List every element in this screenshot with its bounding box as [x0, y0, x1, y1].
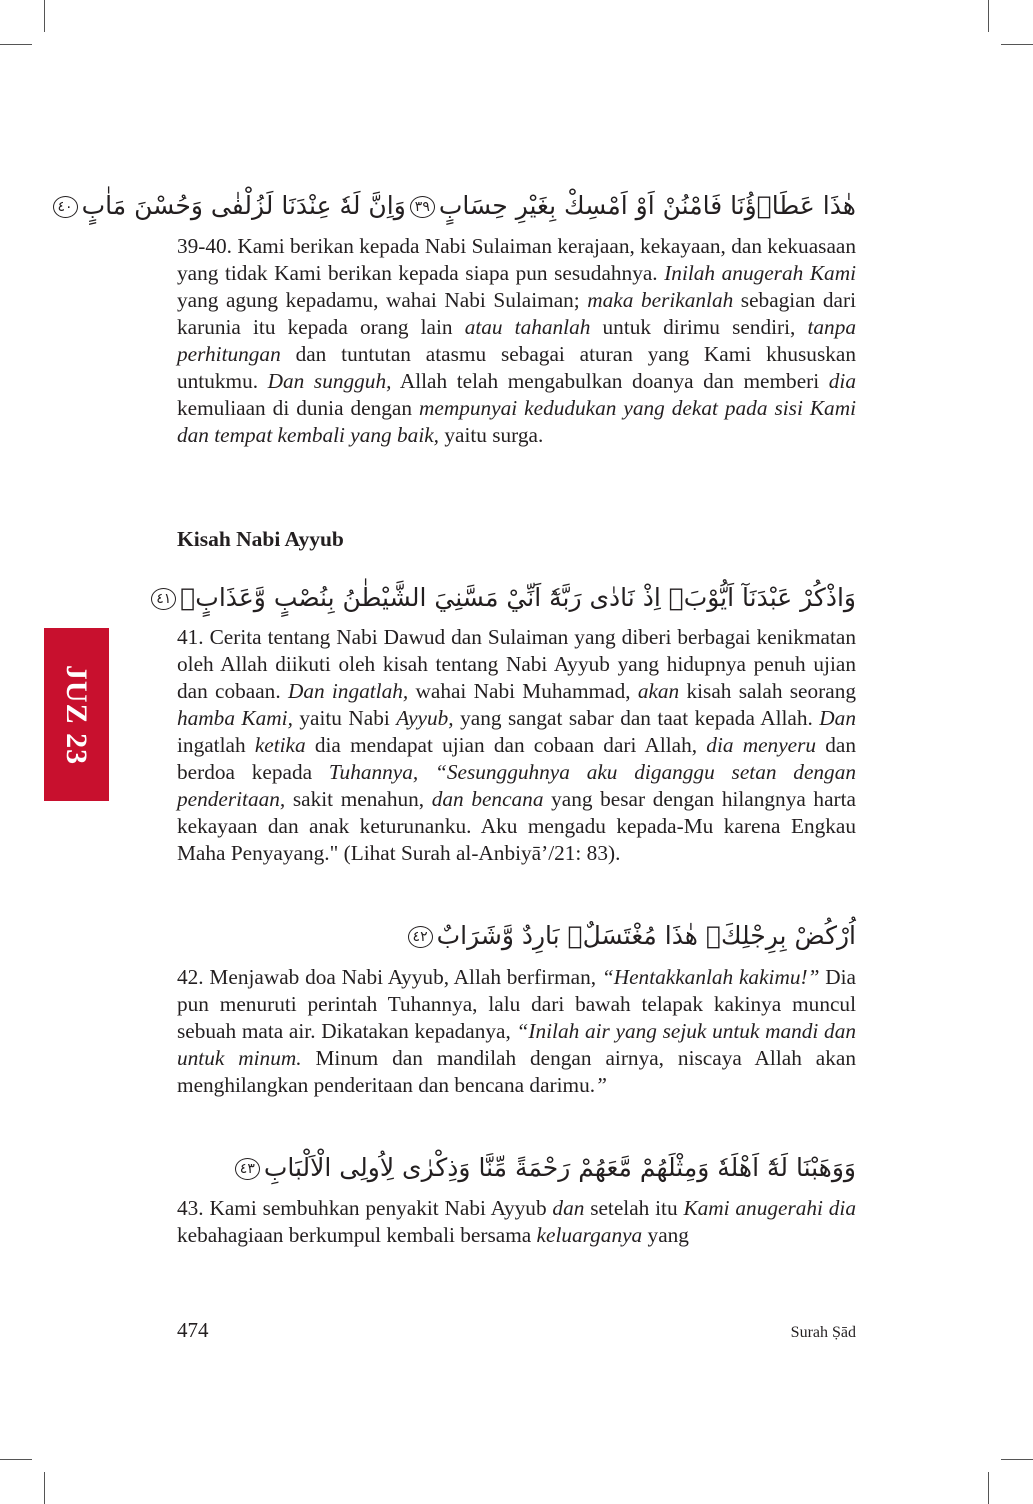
ayah-marker: ٣٩ — [410, 196, 435, 218]
ayah-marker: ٤٣ — [235, 1158, 260, 1180]
crop-mark — [988, 1472, 989, 1504]
crop-mark — [44, 0, 45, 32]
italic-text: dia menyeru — [706, 733, 817, 757]
italic-text: dan bencana — [431, 787, 544, 811]
translation-41 — [177, 624, 856, 867]
text: kemuliaan di dunia dengan — [177, 396, 420, 420]
text: yang agung kepadamu, wahai Nabi Sulaiman; — [177, 288, 588, 312]
text: yaitu surga. — [439, 423, 544, 447]
italic-text: Dan — [819, 706, 856, 730]
italic-text: akan — [637, 679, 680, 703]
crop-mark — [44, 1472, 45, 1504]
arabic-text: وَوَهَبْنَا لَهٗٓ اَهْلَهٗ وَمِثْلَهُمْ مَّعَهُمْ رَحْمَةً مِّنَّا وَذِكْرٰى لِاُولِى الْاَلْبَابِ — [263, 1153, 856, 1182]
text: sebagian dari karunia itu kepada orang lain — [177, 288, 856, 339]
italic-text: hamba Kami, — [177, 706, 293, 730]
italic-text: maka berikanlah — [587, 288, 734, 312]
italic-text: atau tahanlah — [464, 315, 591, 339]
italic-text: Ayyub, — [396, 706, 454, 730]
italic-text: Dan sungguh, — [267, 369, 392, 393]
italic-text: mempunyai kedudukan yang dekat pada sisi Kami dan tempat kembali yang baik, — [177, 396, 856, 447]
arabic-text: هٰذَا عَطَاۤؤُنَا فَامْنُنْ اَوْ اَمْسِكْ بِغَيْرِ حِسَابٍ — [438, 191, 856, 220]
running-footer-surah: Surah Ṣād — [790, 1324, 856, 1341]
text: Allah telah mengabulkan doanya dan memberi — [391, 369, 829, 393]
page-number: 474 — [177, 1318, 209, 1342]
arabic-verse-41 — [156, 576, 856, 620]
translation-43 — [177, 1195, 856, 1249]
text: untuk dirimu sendiri, — [590, 315, 808, 339]
section-heading: Kisah Nabi Ayyub — [177, 527, 344, 551]
arabic-text: وَاذْكُرْ عَبْدَنَآ اَيُّوْبَۘ اِذْ نَادٰى رَبَّهٗٓ اَنِّيْ مَسَّنِيَ الشَّيْطٰنُ بِنُصْبٍ وَّعَذَابٍۗ — [180, 583, 856, 612]
text: wahai Nabi Muhammad, — [408, 679, 638, 703]
text: 41. Cerita tentang Nabi Dawud dan Sulaiman yang diberi berbagai kenikmatan oleh Allah diikuti oleh kisah tentang Nabi Ayyub yang hidupnya penuh ujian dan cobaan. — [177, 625, 856, 703]
text: Dia pun menuruti perintah Tuhannya, lalu dari bawah telapak kakinya muncul sebuah mata air. Dikatakan kepadanya, — [177, 965, 856, 1043]
text: yang — [642, 1223, 689, 1247]
italic-text: dia — [828, 369, 856, 393]
text: sakit menahun, — [285, 787, 432, 811]
text: kisah salah seorang — [679, 679, 856, 703]
italic-text: “Hentakkanlah kakimu!” — [601, 965, 820, 989]
text: setelah itu — [584, 1196, 684, 1220]
crop-mark — [1001, 44, 1033, 45]
arabic-verse-42 — [177, 914, 856, 958]
ayah-marker: ٤٢ — [408, 926, 433, 948]
text: 39-40. Kami berikan kepada Nabi Sulaiman kerajaan, kekayaan, dan kekuasaan yang tidak Kami berikan kepada siapa pun sesudahnya. — [177, 234, 856, 285]
italic-text: dan — [552, 1196, 585, 1220]
italic-text: Tuhannya, “Sesungguhnya aku diganggu setan dengan penderitaan, — [177, 760, 856, 811]
italic-text: Inilah anugerah Kami — [664, 261, 856, 285]
text: kebahagiaan berkumpul kembali bersama — [177, 1223, 537, 1247]
arabic-verse-43 — [177, 1146, 856, 1190]
italic-text: tanpa perhitungan — [177, 315, 856, 366]
arabic-text: اُرْكُضْ بِرِجْلِكَۚ هٰذَا مُغْتَسَلٌۢ بَارِدٌ وَّشَرَابٌ — [436, 921, 856, 950]
crop-mark — [1001, 1459, 1033, 1460]
crop-mark — [0, 1459, 32, 1460]
juz-label: JUZ 23 — [60, 664, 94, 765]
italic-text: keluarganya — [536, 1223, 643, 1247]
arabic-verse-39-40 — [57, 184, 856, 228]
juz-tab — [44, 628, 109, 801]
text: dan tuntutan atasmu sebagai aturan yang Kami khususkan untukmu. — [177, 342, 856, 393]
text: dan berdoa kepada — [177, 733, 856, 784]
italic-text: Dan ingatlah, — [287, 679, 409, 703]
translation-39-40 — [177, 233, 856, 449]
ayah-marker: ٤٠ — [53, 196, 78, 218]
text: 43. Kami sembuhkan penyakit Nabi Ayyub — [177, 1196, 553, 1220]
text: Minum dan mandilah dengan airnya, niscaya Allah akan menghilangkan penderitaan dan bencana darimu. — [177, 1046, 857, 1097]
italic-text: Kami anugerahi dia — [683, 1196, 856, 1220]
italic-text: “Inilah air yang sejuk untuk mandi dan untuk minum. — [177, 1019, 856, 1070]
italic-text: ketika — [254, 733, 306, 757]
text: 42. Menjawab doa Nabi Ayyub, Allah berfirman, — [177, 965, 602, 989]
text: yaitu Nabi — [292, 706, 397, 730]
text: yang sangat sabar dan taat kepada Allah. — [453, 706, 820, 730]
arabic-text: وَاِنَّ لَهٗ عِنْدَنَا لَزُلْفٰى وَحُسْنَ مَاٰبٍ — [81, 191, 406, 220]
crop-mark — [988, 0, 989, 32]
text: dia mendapat ujian dan cobaan dari Allah, — [305, 733, 707, 757]
translation-42 — [177, 964, 856, 1099]
text: yang besar dengan hilangnya harta kekayaan dan anak keturunanku. Aku mengadu kepada-Mu karena Engkau Maha Penyayang." (Lihat Surah al-Anbiyā’/21: 83). — [177, 787, 856, 865]
crop-mark — [0, 44, 32, 45]
ayah-marker: ٤١ — [151, 588, 176, 610]
italic-text: ” — [595, 1073, 607, 1097]
text: ingatlah — [177, 733, 255, 757]
